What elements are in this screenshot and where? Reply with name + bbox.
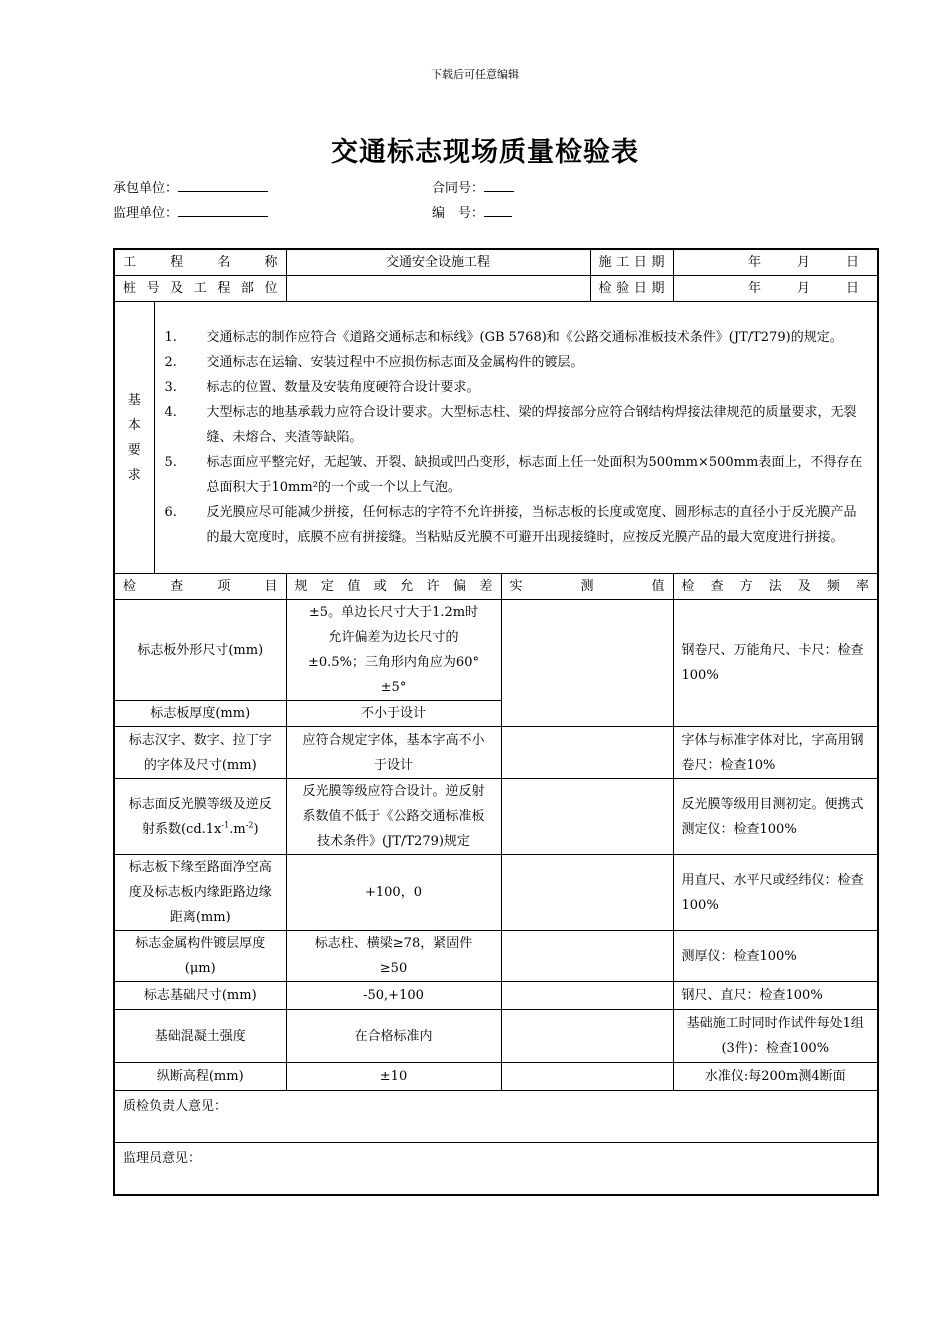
item-concrete: 基础混凝土强度	[114, 1010, 286, 1063]
inspection-table	[113, 248, 879, 1196]
item-foundation-size: 标志基础尺寸(mm)	[114, 982, 286, 1010]
requirements-label-char: 要	[127, 442, 141, 458]
table-row	[114, 727, 878, 779]
item-reflective-a: 标志面反光膜等级及逆反射系数(cd.1x	[128, 796, 272, 837]
label-char: 差	[479, 579, 493, 594]
contractor-label: 承包单位：	[113, 181, 179, 196]
measured-clearance[interactable]	[501, 855, 673, 931]
method-concrete: 基础施工时同时作试件每处1组(3件)：检查100%	[673, 1010, 878, 1063]
label-char: 日	[633, 281, 647, 296]
requirement-item	[155, 375, 870, 400]
supervisor-blank[interactable]	[178, 204, 268, 217]
col-measured-header	[501, 574, 673, 600]
label-char: 工	[123, 255, 137, 270]
requirement-text: 交通标志在运输、安装过程中不应损伤标志面及金属构件的镀层。	[206, 355, 584, 370]
label-char: 值	[651, 579, 665, 594]
method-outer-size-thickness: 钢卷尺、万能角尺、卡尺：检查100%	[673, 600, 878, 727]
label-char: 期	[651, 281, 665, 296]
requirement-number: 4.	[164, 405, 177, 420]
inspection-date-day: 日	[846, 281, 860, 296]
method-clearance: 用直尺、水平尺或经纬仪：检查100%	[673, 855, 878, 931]
label-char: 实	[509, 579, 523, 594]
label-char: 法	[768, 579, 782, 594]
requirement-item	[155, 350, 870, 375]
requirements-label	[114, 302, 154, 574]
supervisor-opinion-row	[114, 1143, 878, 1195]
requirement-text: 反光膜应尽可能减少拼接，任何标志的字符不允许拼接，当标志板的长度或宽度、圆形标志的直径小于反光膜产品的最大宽度时，底膜不应有拼接缝。当粘贴反光膜不可避开出现接缝时，应按反光膜产品的最大宽度进行拼接。	[206, 505, 857, 545]
item-thickness: 标志板厚度(mm)	[114, 701, 286, 727]
pile-value[interactable]	[286, 276, 590, 302]
construction-date-label	[590, 249, 673, 276]
pile-row	[114, 276, 878, 302]
requirement-item	[155, 400, 870, 450]
label-char: 规	[294, 579, 308, 594]
method-elevation: 水准仪:每200m测4断面	[673, 1063, 878, 1091]
col-method-header	[673, 574, 878, 600]
requirement-text: 标志面应平整完好，无起皱、开裂、缺损或凹凸变形，标志面上任一处面积为500mm×500mm表面上，不得存在总面积大于10mm²的一个或一个以上气泡。	[206, 455, 863, 495]
label-char: 位	[264, 281, 278, 296]
column-header-row	[114, 574, 878, 600]
tol-outer-size: ±5。单边长尺寸大于1.2m时允许偏差为边长尺寸的±0.5%；三角形内角应为60°±5°	[286, 600, 501, 701]
table-row	[114, 1010, 878, 1063]
label-char: 查	[170, 579, 184, 594]
label-char: 频	[826, 579, 840, 594]
tol-coating: 标志柱、横梁≥78，紧固件≥50	[286, 931, 501, 982]
tol-reflective: 反光膜等级应符合设计。逆反射系数值不低于《公路交通标准板技术条件》(JT/T279)规定	[286, 779, 501, 855]
label-char: 项	[217, 579, 231, 594]
label-char: 施	[598, 255, 612, 270]
measured-elevation[interactable]	[501, 1063, 673, 1091]
tol-font: 应符合规定字体，基本字高不小于设计	[286, 727, 501, 779]
table-row	[114, 855, 878, 931]
project-name-label	[114, 249, 286, 276]
item-coating: 标志金属构件镀层厚度(μm)	[114, 931, 286, 982]
item-reflective-c: )	[253, 821, 259, 837]
requirement-number: 3.	[164, 380, 177, 395]
label-char: 及	[170, 281, 184, 296]
contract-no-label: 合同号：	[432, 181, 485, 196]
construction-date-value[interactable]	[673, 249, 878, 276]
measured-reflective[interactable]	[501, 779, 673, 855]
label-char: 方	[739, 579, 753, 594]
requirement-text: 交通标志的制作应符合《道路交通标志和标线》(GB 5768)和《公路交通标准板技术条件》(JT/T279)的规定。	[206, 330, 843, 345]
project-name-row	[114, 249, 878, 276]
requirement-text: 大型标志的地基承载力应符合设计要求。大型标志柱、梁的焊接部分应符合钢结构焊接法律规范的质量要求，无裂缝、未熔合、夹渣等缺陷。	[206, 405, 857, 445]
method-foundation-size: 钢尺、直尺：检查100%	[673, 982, 878, 1010]
item-font: 标志汉字、数字、拉丁字的字体及尺寸(mm)	[114, 727, 286, 779]
label-char: 测	[580, 579, 594, 594]
col-tolerance-header	[286, 574, 501, 600]
contract-no-blank[interactable]	[484, 179, 514, 192]
method-font: 字体与标准字体对比，字高用钢卷尺：检查10%	[673, 727, 878, 779]
inspection-date-label-spread	[599, 276, 665, 301]
requirement-item	[155, 500, 870, 550]
requirements-list	[155, 325, 870, 550]
label-char: 检	[598, 281, 612, 296]
label-char: 程	[217, 281, 231, 296]
measured-concrete[interactable]	[501, 1010, 673, 1063]
label-char: 偏	[453, 579, 467, 594]
item-elevation: 纵断高程(mm)	[114, 1063, 286, 1091]
supervisor-opinion-label: 监理员意见：	[123, 1151, 202, 1166]
col-tolerance-spread	[295, 574, 493, 599]
download-note: 下载后可任意编辑	[431, 68, 519, 81]
requirement-number: 6.	[164, 505, 177, 520]
construction-date-month: 月	[796, 255, 810, 270]
requirements-label-char: 基	[127, 392, 141, 408]
label-char: 目	[264, 579, 278, 594]
label-char: 工	[616, 255, 630, 270]
measured-coating[interactable]	[501, 931, 673, 982]
serial-no-label: 编 号：	[432, 206, 485, 221]
construction-date-day: 日	[846, 255, 860, 270]
label-char: 期	[651, 255, 665, 270]
tol-elevation: ±10	[286, 1063, 501, 1091]
measured-font[interactable]	[501, 727, 673, 779]
qc-opinion-cell[interactable]	[114, 1091, 878, 1143]
col-item-spread	[123, 574, 278, 599]
requirements-label-char: 本	[127, 417, 141, 433]
label-char: 查	[710, 579, 724, 594]
tol-concrete: 在合格标准内	[286, 1010, 501, 1063]
supervisor-field[interactable]	[113, 202, 268, 221]
label-char: 检	[681, 579, 695, 594]
label-char: 日	[633, 255, 647, 270]
method-coating: 测厚仪：检查100%	[673, 931, 878, 982]
col-item-header	[114, 574, 286, 600]
construction-date-year: 年	[747, 255, 761, 270]
table-row	[114, 779, 878, 855]
measured-outer-size-thickness[interactable]	[501, 600, 673, 727]
col-method-spread	[682, 574, 870, 599]
contract-no-field[interactable]	[432, 177, 514, 196]
project-name-value[interactable]: 交通安全设施工程	[286, 249, 590, 276]
label-char: 检	[123, 579, 137, 594]
label-char: 定	[320, 579, 334, 594]
table-row	[114, 600, 878, 701]
label-char: 程	[170, 255, 184, 270]
inspection-date-year: 年	[747, 281, 761, 296]
qc-opinion-label: 质检负责人意见：	[123, 1099, 228, 1114]
construction-date-label-spread	[599, 250, 665, 275]
requirement-item	[155, 450, 870, 500]
serial-no-blank[interactable]	[484, 204, 512, 217]
label-char: 工	[193, 281, 207, 296]
contractor-blank[interactable]	[178, 179, 268, 192]
serial-no-field[interactable]	[432, 202, 512, 221]
label-char: 及	[797, 579, 811, 594]
item-clearance: 标志板下缘至路面净空高度及标志板内缘距路边缘距离(mm)	[114, 855, 286, 931]
col-measured-spread	[510, 574, 665, 599]
pile-label-spread	[123, 276, 278, 301]
supervisor-label: 监理单位：	[113, 206, 179, 221]
requirement-text: 标志的位置、数量及安装角度硬符合设计要求。	[206, 380, 480, 395]
requirements-label-stack	[123, 388, 146, 488]
method-reflective: 反光膜等级用目测初定。便携式测定仪：检查100%	[673, 779, 878, 855]
label-char: 验	[616, 281, 630, 296]
label-char: 称	[264, 255, 278, 270]
item-reflective-sup1: -1	[221, 820, 230, 830]
requirement-number: 2.	[164, 355, 177, 370]
label-char: 许	[426, 579, 440, 594]
table-row	[114, 1063, 878, 1091]
tol-foundation-size: -50,+100	[286, 982, 501, 1010]
measured-foundation-size[interactable]	[501, 982, 673, 1010]
item-reflective-b: .m	[229, 821, 246, 837]
supervisor-opinion-cell[interactable]	[114, 1143, 878, 1195]
table-row	[114, 931, 878, 982]
item-reflective	[114, 779, 286, 855]
label-char: 名	[217, 255, 231, 270]
pile-label	[114, 276, 286, 302]
label-char: 或	[373, 579, 387, 594]
inspection-date-value[interactable]	[673, 276, 878, 302]
inspection-date-label	[590, 276, 673, 302]
project-name-label-spread	[123, 250, 278, 275]
label-char: 桩	[123, 281, 137, 296]
label-char: 号	[146, 281, 160, 296]
qc-opinion-row	[114, 1091, 878, 1143]
item-reflective-sup2: -2	[245, 820, 254, 830]
tol-thickness: 不小于设计	[286, 701, 501, 727]
requirement-item	[155, 325, 870, 350]
requirements-content	[154, 302, 878, 574]
table-row	[114, 982, 878, 1010]
label-char: 值	[347, 579, 361, 594]
requirements-label-char: 求	[127, 467, 141, 483]
label-char: 率	[855, 579, 869, 594]
inspection-date-month: 月	[796, 281, 810, 296]
label-char: 部	[240, 281, 254, 296]
label-char: 允	[400, 579, 414, 594]
item-outer-size: 标志板外形尺寸(mm)	[114, 600, 286, 701]
requirements-row	[114, 302, 878, 574]
requirement-number: 5.	[164, 455, 177, 470]
contractor-field[interactable]	[113, 177, 268, 196]
form-title: 交通标志现场质量检验表	[331, 137, 639, 168]
requirement-number: 1.	[164, 330, 177, 345]
tol-clearance: +100，0	[286, 855, 501, 931]
